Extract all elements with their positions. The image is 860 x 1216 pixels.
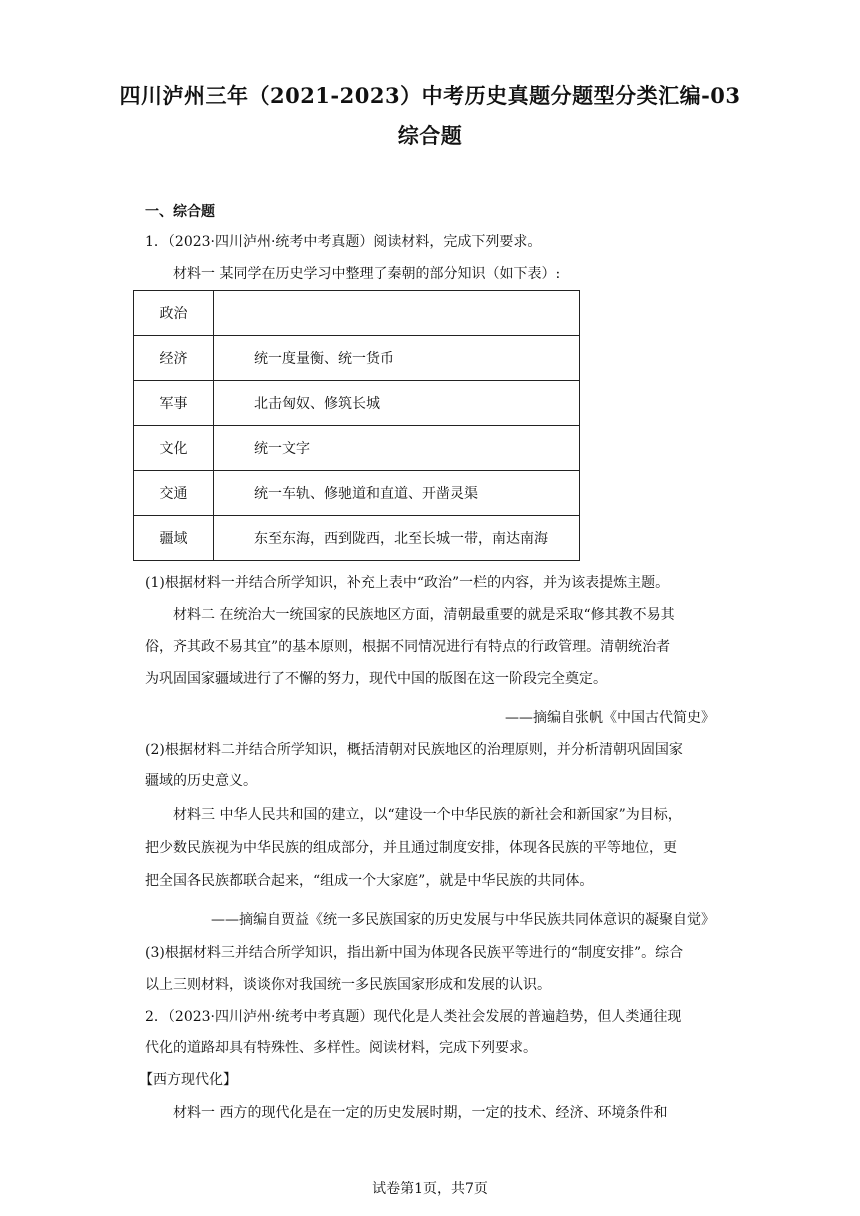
question-1-stem: 1．（2023·四川泸州·统考中考真题）阅读材料，完成下列要求。 [145,234,542,250]
table-row [134,516,580,561]
table-row-value: 统一车轨、修驰道和直道、开凿灵渠 [214,471,580,516]
page-footer: 试卷第1页，共7页 [372,1181,488,1197]
question-1-sub-2-line-2: 疆域的历史意义。 [145,773,257,789]
section-heading: 一、综合题 [145,204,215,220]
table-row-key: 经济 [134,336,214,381]
question-1-sub-3-line-2: 以上三则材料，谈谈你对我国统一多民族国家形成和发展的认识。 [145,977,551,993]
table-row-value: 统一文字 [214,426,580,471]
question-2-stem-line-1: 2．（2023·四川泸州·统考中考真题）现代化是人类社会发展的普遍趋势，但人类通往现 [145,1009,682,1025]
question-2-material-1-line-1: 材料一 西方的现代化是在一定的历史发展时期，一定的技术、经济、环境条件和 [173,1105,668,1121]
table-row-value: 统一度量衡、统一货币 [214,336,580,381]
question-1-material-2-line-2: 俗，齐其政不易其宜”的基本原则，根据不同情况进行有特点的行政管理。清朝统治者 [145,639,671,655]
question-1-sub-1: (1)根据材料一并结合所学知识，补充上表中“政治”一栏的内容，并为该表提炼主题。 [145,575,670,591]
question-1-material-1-intro: 材料一 某同学在历史学习中整理了秦朝的部分知识（如下表）: [173,266,561,282]
table-row [134,381,580,426]
table-row-key: 军事 [134,381,214,426]
question-1-material-3-line-3: 把全国各民族都联合起来，“组成一个大家庭”，就是中华民族的共同体。 [145,873,594,889]
table-row-key: 疆域 [134,516,214,561]
question-1-sub-2-line-1: (2)根据材料二并结合所学知识，概括清朝对民族地区的治理原则，并分析清朝巩固国家 [145,742,683,758]
question-1-material-2-source: ——摘编自张帆《中国古代简史》 [505,710,715,726]
document-title-line-1: 四川泸州三年（2021-2023）中考历史真题分题型分类汇编-03 [119,83,741,108]
question-1-material-3-line-2: 把少数民族视为中华民族的组成部分，并且通过制度安排，体现各民族的平等地位，更 [145,840,677,856]
question-1-sub-3-line-1: (3)根据材料三并结合所学知识，指出新中国为体现各民族平等进行的“制度安排”。综合 [145,945,684,961]
table-row-key: 交通 [134,471,214,516]
qin-dynasty-knowledge-table [133,290,580,561]
question-1-material-2-line-1: 材料二 在统治大一统国家的民族地区方面，清朝最重要的就是采取“修其教不易其 [173,607,675,623]
question-2-part-heading: 【西方现代化】 [139,1072,237,1088]
question-1-material-2-line-3: 为巩固国家疆域进行了不懈的努力，现代中国的版图在这一阶段完全奠定。 [145,671,607,687]
table-row-key: 政治 [134,291,214,336]
table-row-value: 东至东海，西到陇西，北至长城一带，南达南海 [214,516,580,561]
question-2-stem-line-2: 代化的道路却具有特殊性、多样性。阅读材料，完成下列要求。 [145,1040,537,1056]
table-row [134,471,580,516]
question-1-material-3-line-1: 材料三 中华人民共和国的建立，以“建设一个中华民族的新社会和新国家”为目标， [173,807,682,823]
table-row-key: 文化 [134,426,214,471]
table-row [134,426,580,471]
document-title-line-2: 综合题 [397,123,463,148]
question-1-material-3-source: ——摘编自贾益《统一多民族国家的历史发展与中华民族共同体意识的凝聚自觉》 [211,912,715,928]
table-row [134,336,580,381]
table-row [134,291,580,336]
table-row-value [214,291,580,336]
table-row-value: 北击匈奴、修筑长城 [214,381,580,426]
